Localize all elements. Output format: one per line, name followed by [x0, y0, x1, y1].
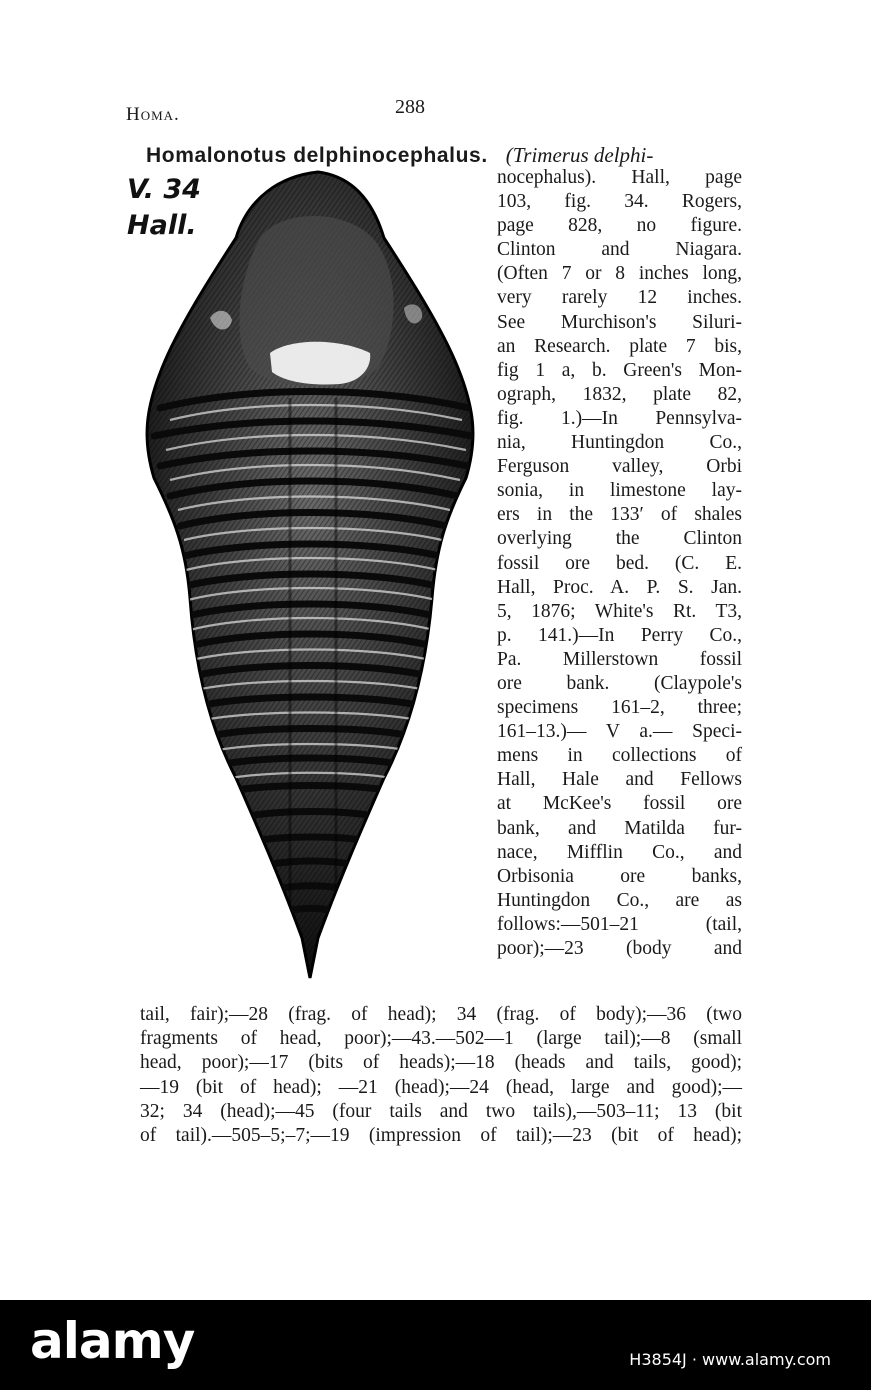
species-name: Homalonotus delphinocephalus. — [146, 144, 488, 167]
text-line: ers in the 133′ of shales — [497, 504, 742, 526]
text-line: poor);—23 (body and — [497, 938, 742, 959]
text-line: ograph, 1832, plate 82, — [497, 383, 742, 405]
text-line: Clinton and Niagara. — [497, 239, 742, 261]
text-line: See Murchison's Siluri- — [497, 311, 742, 333]
text-line: nace, Mifflin Co., and — [497, 841, 742, 863]
annotation-author: Hall. — [127, 210, 197, 241]
text-line: sonia, in limestone lay- — [497, 480, 742, 502]
text-line: bank, and Matilda fur- — [497, 817, 742, 839]
text-line: fig. 1.)—In Pennsylva- — [497, 407, 742, 429]
text-line: mens in collections of — [497, 745, 742, 767]
trilobite-illustration — [140, 168, 480, 988]
text-line: —19 (bit of head); —21 (head);—24 (head, large and good);— — [140, 1076, 742, 1098]
text-line: fig 1 a, b. Green's Mon- — [497, 359, 742, 381]
text-line: Ferguson valley, Orbi — [497, 456, 742, 478]
full-width-text — [140, 1003, 742, 1148]
handwritten-annotation — [127, 172, 201, 244]
annotation-volume: V. 34 — [127, 174, 201, 205]
alamy-logo: alamy — [30, 1312, 195, 1370]
text-line: 5, 1876; White's Rt. T3, — [497, 600, 742, 622]
text-line: (Often 7 or 8 inches long, — [497, 263, 742, 285]
text-line: Pa. Millerstown fossil — [497, 648, 742, 670]
image-id: H3854J — [629, 1350, 687, 1369]
text-line: specimens 161–2, three; — [497, 697, 742, 719]
text-line: nocephalus). Hall, page — [497, 167, 742, 188]
text-line: very rarely 12 inches. — [497, 287, 742, 309]
text-line: fossil ore bed. (C. E. — [497, 552, 742, 574]
text-line: Hall, Hale and Fellows — [497, 769, 742, 791]
species-synonym: (Trimerus delphi- — [505, 143, 654, 167]
text-line: fragments of head, poor);—43.—502—1 (large tail);—8 (small — [140, 1028, 742, 1050]
watermark-image-id: H3854J · www.alamy.com — [629, 1350, 831, 1369]
text-line: overlying the Clinton — [497, 528, 742, 550]
text-line: ore bank. (Claypole's — [497, 672, 742, 694]
text-line: page 828, no figure. — [497, 215, 742, 237]
page-number: 288 — [395, 96, 425, 118]
text-line: Orbisonia ore banks, — [497, 865, 742, 887]
species-heading — [146, 143, 653, 168]
text-line: p. 141.)—In Perry Co., — [497, 624, 742, 646]
text-line: 161–13.)— V a.— Speci- — [497, 721, 742, 743]
text-line: at McKee's fossil ore — [497, 793, 742, 815]
text-line: head, poor);—17 (bits of heads);—18 (heads and tails, good); — [140, 1052, 742, 1074]
running-head: Homa. — [126, 104, 180, 125]
text-line: Hall, Proc. A. P. S. Jan. — [497, 576, 742, 598]
text-line: tail, fair);—28 (frag. of head); 34 (frag. of body);—36 (two — [140, 1004, 742, 1025]
text-line: 32; 34 (head);—45 (four tails and two tails),—503–11; 13 (bit — [140, 1100, 742, 1122]
watermark-url-text: www.alamy.com — [702, 1350, 831, 1369]
text-line: of tail).—505–5;–7;—19 (impression of tail);—23 (bit of head); — [140, 1125, 742, 1147]
text-line: follows:—501–21 (tail, — [497, 913, 742, 935]
text-line: 103, fig. 34. Rogers, — [497, 191, 742, 213]
text-line: nia, Huntingdon Co., — [497, 432, 742, 454]
text-line: Huntingdon Co., are as — [497, 889, 742, 911]
column-text — [497, 166, 742, 961]
text-line: an Research. plate 7 bis, — [497, 335, 742, 357]
